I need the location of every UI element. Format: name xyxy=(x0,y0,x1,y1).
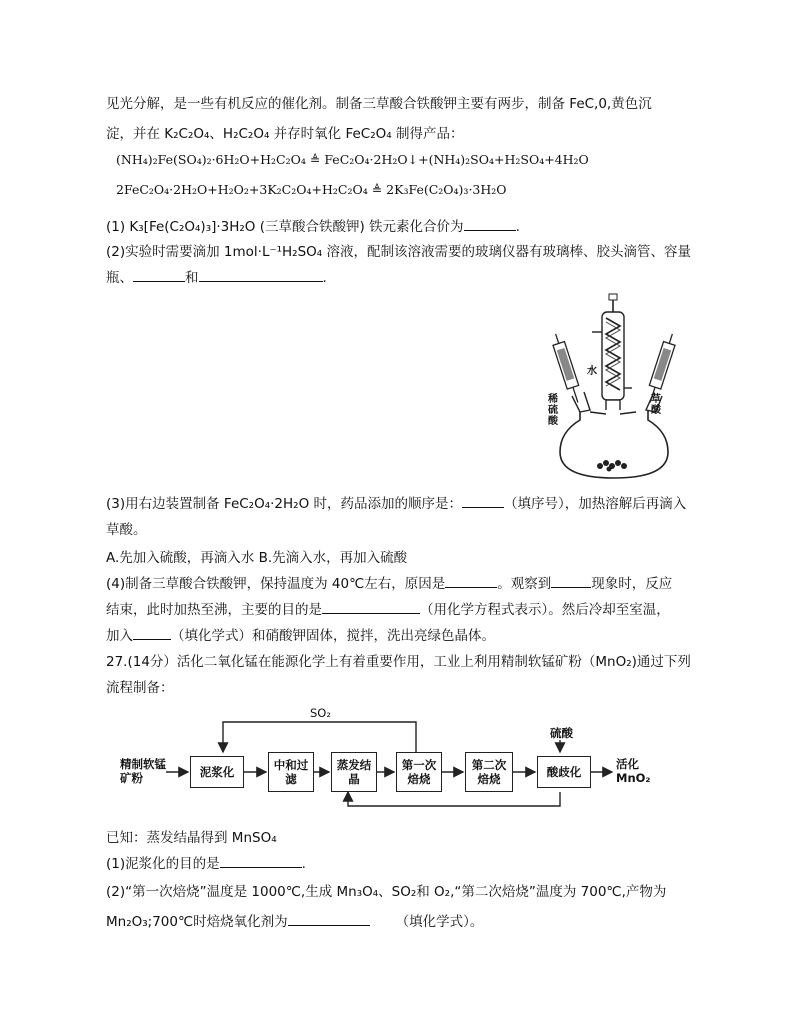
question-4-text-f: 加入 xyxy=(106,628,133,644)
answer-blank[interactable] xyxy=(133,626,171,641)
answer-blank[interactable] xyxy=(464,217,516,232)
water-label: 水 xyxy=(587,366,597,377)
question-4-line-3 xyxy=(106,624,495,644)
question-27-1-text: (1)泥浆化的目的是 xyxy=(106,856,220,872)
dilute-sulfuric-acid-label: 稀硫酸 xyxy=(548,394,558,427)
answer-blank[interactable] xyxy=(551,574,591,589)
question-3-line-2: 草酸。 xyxy=(106,522,147,538)
flow-input-label: 精制软锰矿粉 xyxy=(120,757,166,786)
question-1-text: (1) K₃[Fe(C₂O₄)₃]·3H₂O (三草酸合铁酸钾) 铁元素化合价为 xyxy=(106,219,464,235)
question-4-text-g: （填化学式）和硝酸钾固体，搅拌，洗出亮绿色晶体。 xyxy=(171,628,495,644)
flow-step-slurry: 泥浆化 xyxy=(190,756,244,788)
answer-blank[interactable] xyxy=(462,494,504,509)
question-27-line-2: 流程制备： xyxy=(106,680,174,696)
question-2-text-a: 瓶、 xyxy=(106,270,133,286)
flow-step-disproportionation: 酸歧化 xyxy=(537,756,591,788)
answer-blank[interactable] xyxy=(445,574,497,589)
question-3-text-a: (3)用右边装置制备 FeC₂O₄·2H₂O 时，药品添加的顺序是： xyxy=(106,496,462,512)
question-2-line-2: 瓶、 和 . xyxy=(106,266,327,286)
flow-step-second-roasting: 第二次焙烧 xyxy=(465,752,513,792)
sulfuric-acid-label: 硫酸 xyxy=(550,726,573,740)
known-condition: 已知：蒸发结晶得到 MnSO₄ xyxy=(106,830,277,846)
flow-step-first-roasting: 第一次焙烧 xyxy=(396,752,442,792)
question-2-line-1: (2)实验时需要滴加 1mol·L⁻¹H₂SO₄ 溶液，配制该溶液需要的玻璃仪器有玻璃棒、胶头滴管、容量 xyxy=(106,244,691,260)
answer-blank[interactable] xyxy=(322,600,420,615)
question-27-2-text-b: （填化学式）。 xyxy=(395,914,484,930)
oxalic-acid-label: 草酸 xyxy=(651,394,661,416)
question-4-text-e: （用化学方程式表示）。然后冷却至室温， xyxy=(420,602,670,618)
equation-1: (NH₄)₂Fe(SO₄)₂·6H₂O+H₂C₂O₄ ≜ FeC₂O₄·2H₂O↓+(NH₄)₂SO₄+H₂SO₄+4H₂O xyxy=(116,152,589,167)
three-neck-flask-apparatus-figure xyxy=(542,292,688,482)
question-4-line-2 xyxy=(106,598,670,618)
answer-blank[interactable] xyxy=(199,268,323,283)
flow-step-neutralize-filter: 中和过滤 xyxy=(268,752,314,792)
question-3-line-1 xyxy=(106,492,686,512)
intro-line-2: 淀，并在 K₂C₂O₄、H₂C₂O₄ 并存时氧化 FeC₂O₄ 制得产品： xyxy=(106,126,464,142)
question-2-text-b: 和 xyxy=(185,270,199,286)
equation-2: 2FeC₂O₄·2H₂O+H₂O₂+3K₂C₂O₄+H₂C₂O₄ ≜ 2K₃Fe(C₂O₄)₃·3H₂O xyxy=(116,182,507,197)
question-4-text-d: 结束，此时加热至沸，主要的目的是 xyxy=(106,602,322,618)
question-4-text-b: 。观察到 xyxy=(497,576,552,592)
so2-label: SO₂ xyxy=(310,706,331,720)
flow-output-label: 活化MnO₂ xyxy=(616,757,651,786)
question-27-1: (1)泥浆化的目的是 . xyxy=(106,852,306,872)
question-27-2-line-1: (2)“第一次焙烧”温度是 1000℃,生成 Mn₃O₄、SO₂和 O₂,“第二次焙烧”温度为 700℃,产物为 xyxy=(106,884,667,900)
question-27-2-line-2 xyxy=(106,910,483,930)
flow-step-evaporate-crystallize: 蒸发结晶 xyxy=(331,752,377,792)
question-27-2-text-a: Mn₂O₃;700℃时焙烧氧化剂为 xyxy=(106,914,288,930)
question-4-line-1 xyxy=(106,572,672,592)
question-4-text-a: (4)制备三草酸合铁酸钾，保持温度为 40℃左右，原因是 xyxy=(106,576,446,592)
intro-line-1: 见光分解，是一些有机反应的催化剂。制备三草酸合铁酸钾主要有两步，制备 FeC,0,黄色沉 xyxy=(106,96,652,112)
question-27-line-1: 27.(14分）活化二氧化锰在能源化学上有着重要作用，工业上利用精制软锰矿粉（MnO₂)通过下列 xyxy=(106,654,691,670)
question-4-text-c: 现象时，反应 xyxy=(591,576,673,592)
answer-blank[interactable] xyxy=(133,268,185,283)
question-3-text-b: （填序号），加热溶解后再滴入 xyxy=(503,496,687,512)
question-3-options: A.先加入硫酸，再滴入水 B.先滴入水，再加入硫酸 xyxy=(106,550,408,566)
answer-blank[interactable] xyxy=(220,854,302,869)
question-1: (1) K₃[Fe(C₂O₄)₃]·3H₂O (三草酸合铁酸钾) 铁元素化合价为 . xyxy=(106,215,520,235)
answer-blank[interactable] xyxy=(288,912,370,927)
